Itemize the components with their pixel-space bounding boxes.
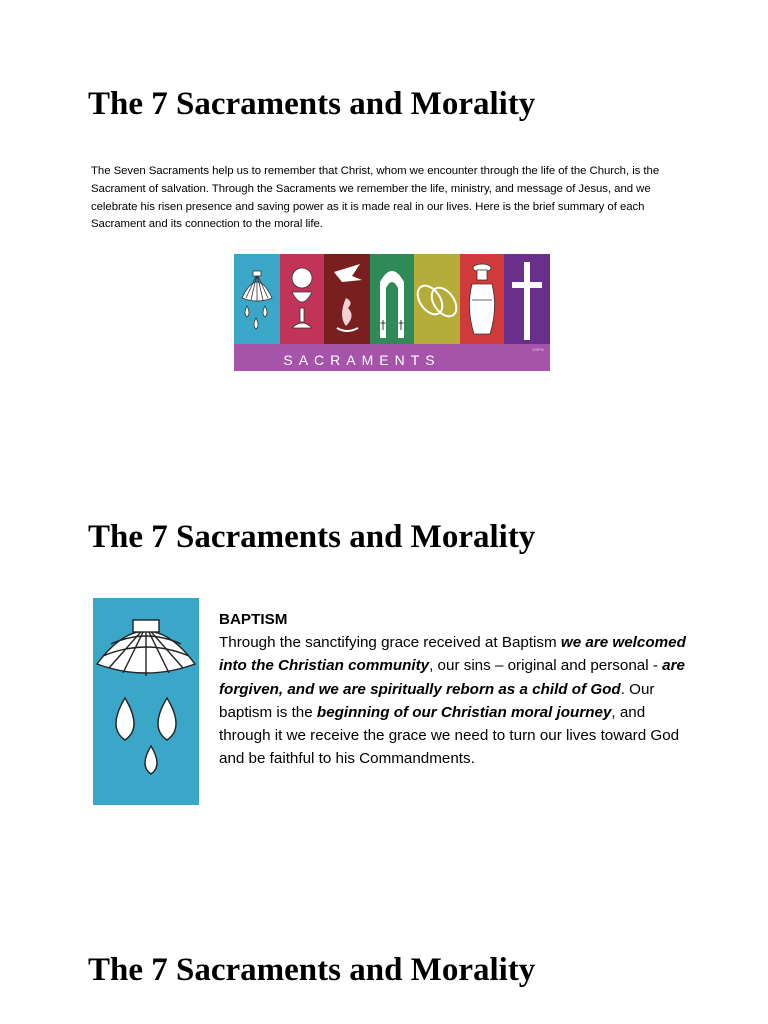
banner-label: SACRAMENTS — [283, 352, 441, 368]
panel-reconciliation — [370, 254, 414, 344]
baptism-body-text: , our sins – original and personal - — [429, 657, 663, 675]
baptism-image — [93, 598, 199, 805]
baptism-body-text: . Our baptism is the — [219, 680, 655, 721]
baptism-heading: BAPTISM — [219, 611, 288, 628]
baptism-body — [219, 631, 689, 770]
baptism-body-text: Through the sanctifying grace received at Baptism — [219, 634, 561, 652]
intro-paragraph: The Seven Sacraments help us to remember that Christ, whom we encounter through the life of the Church, is the Sacrament of salvation. Through the Sacraments we remember the life, ministry, and message of Jesus, and we celebrate his risen presence and saving power as it is made real in our lives. Here is the brief summary of each Sacrament and its connection to the moral life. — [91, 165, 660, 231]
page-title: The 7 Sacraments and Morality — [88, 86, 536, 122]
baptism-body-emphasis: we are welcomed into the Christian community — [219, 634, 686, 675]
section-title: The 7 Sacraments and Morality — [88, 952, 536, 988]
banner-copyright: ©SPN — [532, 347, 544, 352]
baptism-section — [219, 608, 689, 770]
sacraments-banner — [234, 254, 550, 371]
baptism-body-text: , and through it we receive the grace we need to turn our lives toward God and be faithful to his Commandments. — [219, 703, 680, 768]
baptism-body-emphasis: are forgiven, and we are spiritually reborn as a child of God — [219, 657, 685, 698]
section-title: The 7 Sacraments and Morality — [88, 519, 536, 555]
baptism-body-emphasis: beginning of our Christian moral journey — [316, 703, 612, 721]
